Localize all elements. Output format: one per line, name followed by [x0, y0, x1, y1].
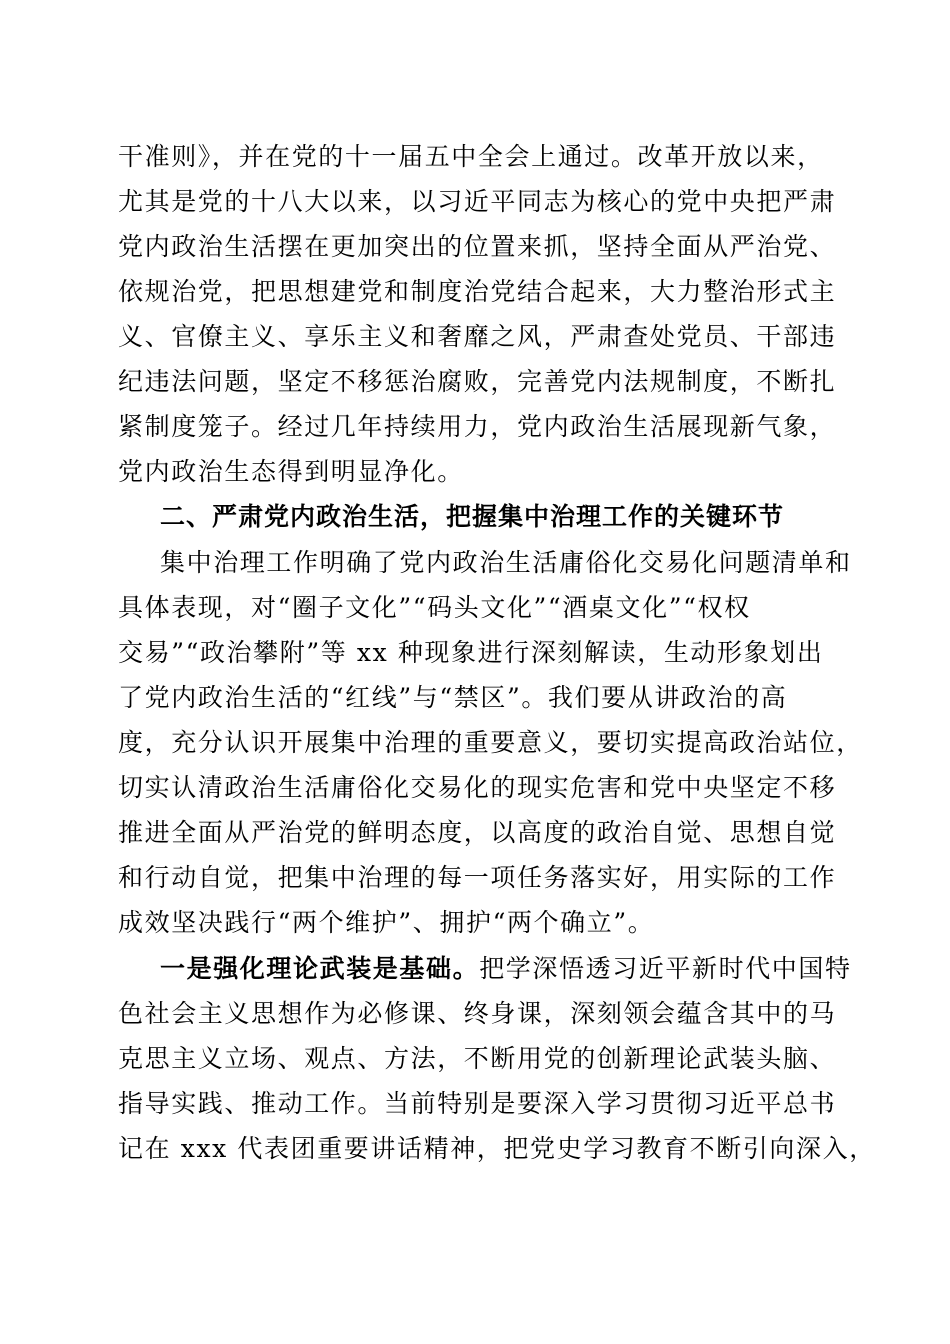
paragraph-line: 度，充分认识开展集中治理的重要意义，要切实提高政治站位， [118, 728, 863, 757]
paragraph-line: 依规治党，把思想建党和制度治党结合起来，大力整治形式主 [118, 277, 837, 306]
paragraph-line: 尤其是党的十八大以来，以习近平同志为核心的党中央把严肃 [118, 187, 837, 216]
paragraph-line: 切实认清政治生活庸俗化交易化的现实危害和党中央坚定不移 [118, 773, 837, 802]
paragraph-line: 记在 xxx 代表团重要讲话精神，把党史学习教育不断引向深入， [118, 1134, 876, 1163]
paragraph-lead: 一是强化理论武装是基础。 [160, 954, 480, 983]
paragraph-line: 纪违法问题，坚定不移惩治腐败，完善党内法规制度，不断扎 [118, 367, 837, 396]
paragraph-line [160, 951, 870, 987]
paragraph-line: 克思主义立场、观点、方法，不断用党的创新理论武装头脑、 [118, 1044, 837, 1073]
paragraph-line: 紧制度笼子。经过几年持续用力，党内政治生活展现新气象， [118, 412, 837, 441]
paragraph-line: 和行动自觉，把集中治理的每一项任务落实好，用实际的工作 [118, 863, 837, 892]
section-heading: 二、严肃党内政治生活，把握集中治理工作的关键环节 [160, 502, 785, 531]
paragraph-line: 推进全面从严治党的鲜明态度，以高度的政治自觉、思想自觉 [118, 818, 837, 847]
paragraph-line: 干准则》，并在党的十一届五中全会上通过。改革开放以来， [118, 142, 824, 171]
paragraph-line: 党内政治生活摆在更加突出的位置来抓，坚持全面从严治党、 [118, 232, 837, 261]
paragraph-line: 义、官僚主义、享乐主义和奢靡之风，严肃查处党员、干部违 [118, 322, 837, 351]
paragraph-line: 成效坚决践行“两个维护”、拥护“两个确立”。 [118, 908, 655, 937]
paragraph-line: 指导实践、推动工作。当前特别是要深入学习贯彻习近平总书 [118, 1089, 837, 1118]
paragraph-line: 色社会主义思想作为必修课、终身课，深刻领会蕴含其中的马 [118, 999, 837, 1028]
paragraph-line: 集中治理工作明确了党内政治生活庸俗化交易化问题清单和 [160, 548, 852, 577]
paragraph-line: 交易”“政治攀附”等 xx 种现象进行深刻解读，生动形象划出 [118, 638, 824, 667]
paragraph-line: 具体表现，对“圈子文化”“码头文化”“酒桌文化”“权权 [118, 593, 751, 622]
paragraph-line: 党内政治生态得到明显净化。 [118, 457, 464, 486]
paragraph-line: 了党内政治生活的“红线”与“禁区”。我们要从讲政治的高 [118, 683, 788, 712]
paragraph-line-rest: 把学深悟透习近平新时代中国特 [479, 954, 852, 983]
